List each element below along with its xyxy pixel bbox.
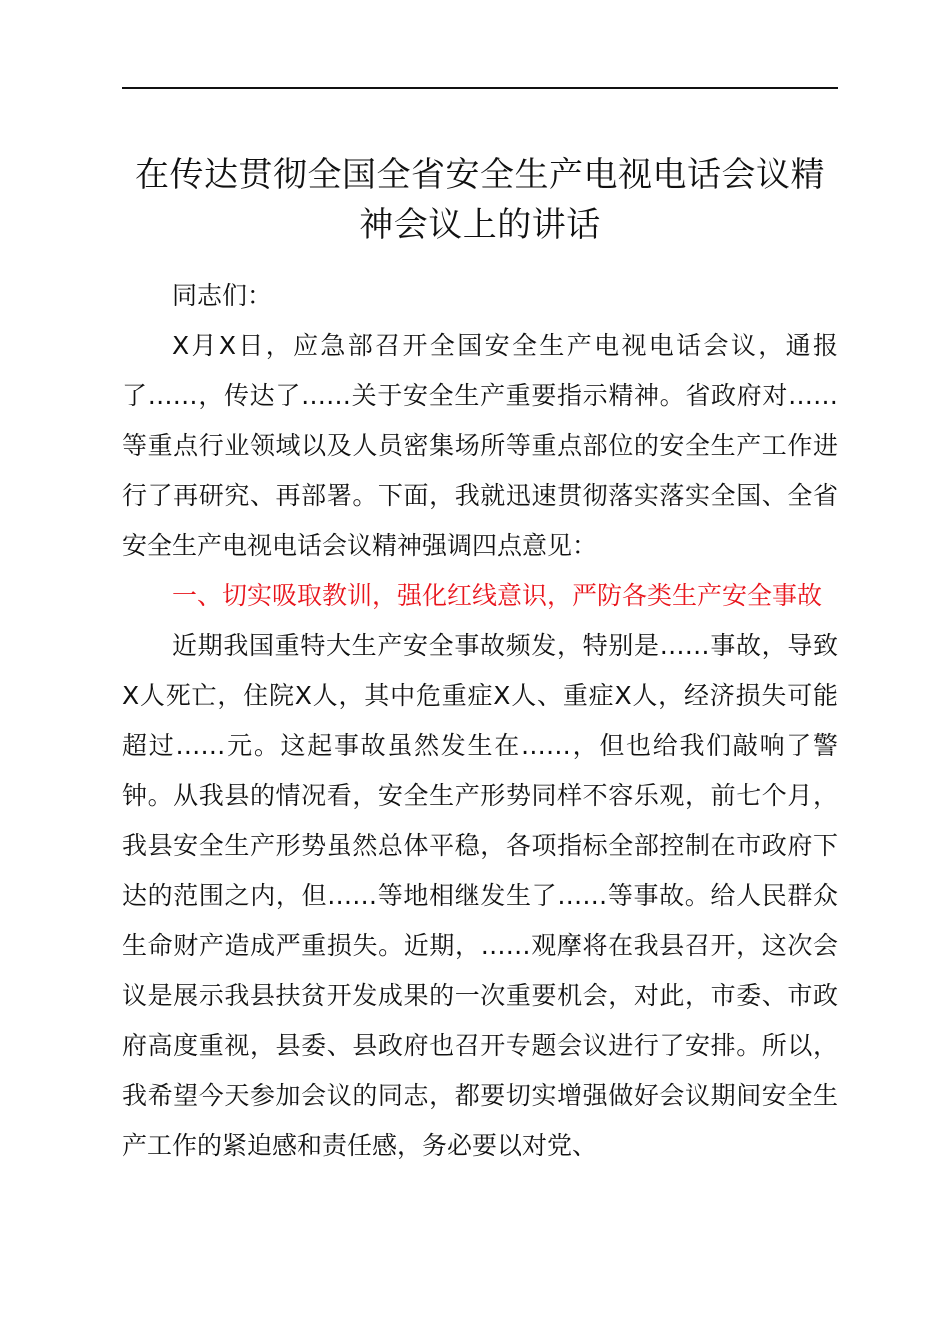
- document-body: [122, 271, 838, 1171]
- header-rule: [122, 87, 838, 89]
- document-title: [100, 150, 860, 250]
- section-1-heading: 一、切实吸取教训，强化红线意识，严防各类生产安全事故: [172, 581, 823, 610]
- salutation: 同志们：: [172, 281, 273, 310]
- title-line-2: 神会议上的讲话: [359, 205, 601, 245]
- intro-paragraph: X月X日，应急部召开全国安全生产电视电话会议，通报了……，传达了……关于安全生产重要指示精神。省政府对……等重点行业领域以及人员密集场所等重点部位的安全生产工作进行了再研究、再部署。下面，我就迅速贯彻落实落实全国、全省安全生产电视电话会议精神强调四点意见：: [122, 331, 838, 560]
- title-line-1: 在传达贯彻全国全省安全生产电视电话会议精: [135, 155, 825, 195]
- section-1-paragraph: 近期我国重特大生产安全事故频发，特别是……事故，导致X人死亡，住院X人，其中危重症X人、重症X人，经济损失可能超过……元。这起事故虽然发生在……，但也给我们敲响了警钟。从我县的情况看，安全生产形势同样不容乐观，前七个月，我县安全生产形势虽然总体平稳，各项指标全部控制在市政府下达的范围之内，但……等地相继发生了……等事故。给人民群众生命财产造成严重损失。近期，……观摩将在我县召开，这次会议是展示我县扶贫开发成果的一次重要机会，对此，市委、市政府高度重视，县委、县政府也召开专题会议进行了安排。所以，我希望今天参加会议的同志，都要切实增强做好会议期间安全生产工作的紧迫感和责任感，务必要以对党、: [122, 631, 838, 1160]
